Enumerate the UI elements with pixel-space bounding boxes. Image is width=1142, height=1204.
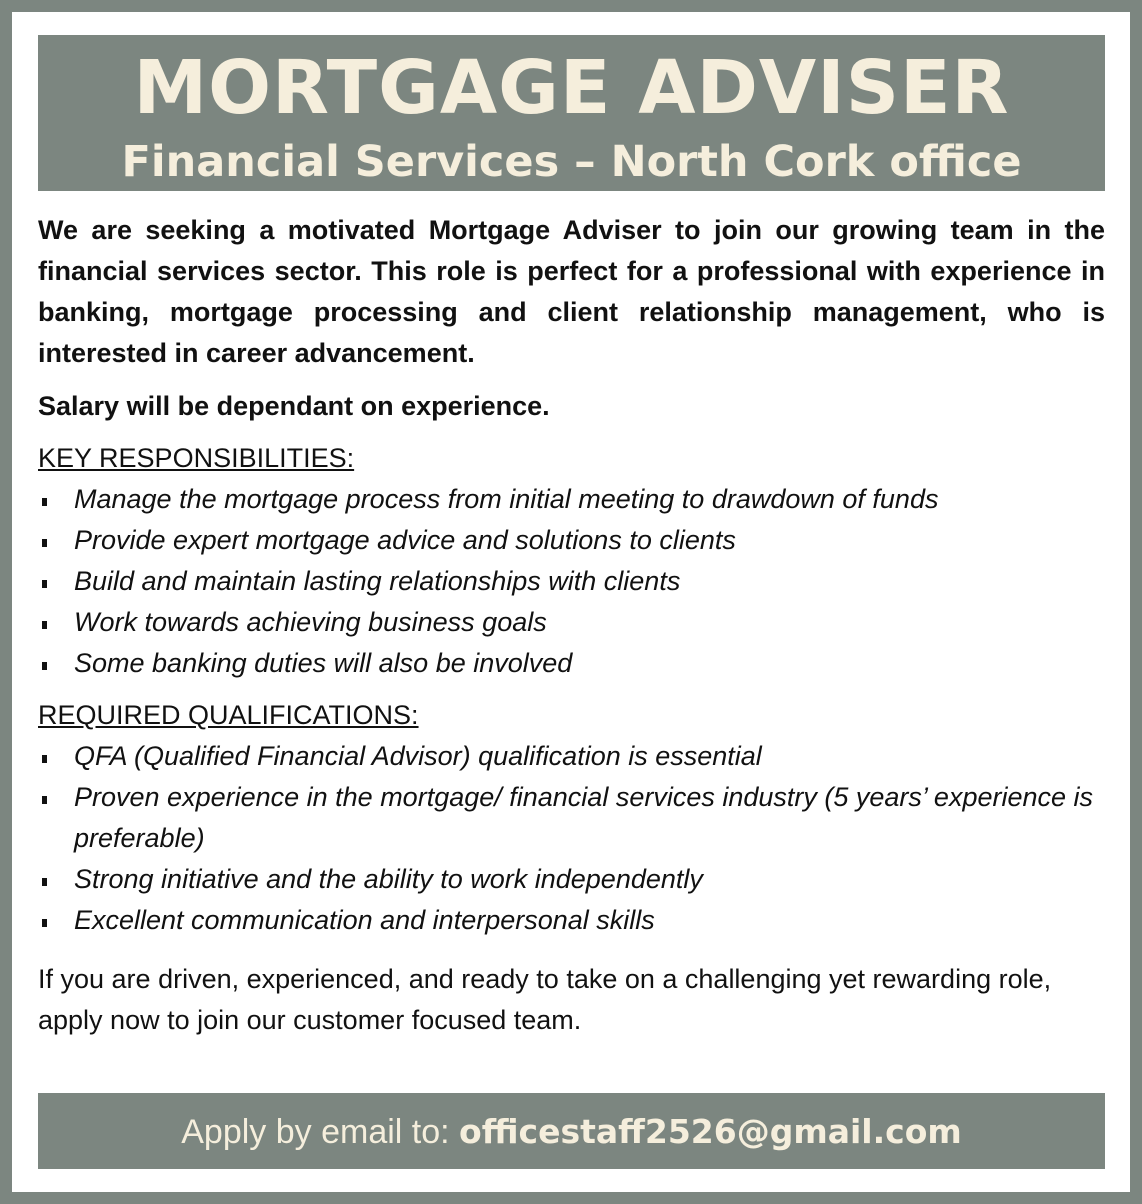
responsibilities-heading: KEY RESPONSIBILITIES: [38,443,355,473]
bullet-icon [42,919,47,927]
bullet-icon [42,755,47,763]
job-subtitle: Financial Services – North Cork office [121,137,1022,187]
list-item-text: QFA (Qualified Financial Advisor) qualification is essential [74,741,762,771]
list-item-text: Manage the mortgage process from initial meeting to drawdown of funds [74,484,939,514]
list-item [38,561,1105,602]
bullet-icon [42,580,47,588]
apply-label: Apply by email to: [181,1113,460,1151]
list-item-text: Some banking duties will also be involved [74,648,573,678]
closing-paragraph: If you are driven, experienced, and ready to take on a challenging yet rewarding role, apply now to join our customer focused team. [38,964,1052,1035]
bullet-icon [42,796,47,804]
responsibilities-list [38,479,1105,684]
job-title: MORTGAGE ADVISER [133,45,1010,131]
apply-footer [38,1093,1105,1169]
list-item-text: Proven experience in the mortgage/ financial services industry (5 years’ experience is preferable) [74,782,1094,853]
intro-paragraph: We are seeking a motivated Mortgage Adviser to join our growing team in the financial services sector. This role is perfect for a professional with experience in banking, mortgage processing and client relationship management, who is interested in career advancement. [38,215,1105,368]
list-item-text: Excellent communication and interpersonal skills [74,905,655,935]
list-item [38,736,1105,777]
bullet-icon [42,539,47,547]
list-item-text: Build and maintain lasting relationships with clients [74,566,681,596]
list-item [38,643,1105,684]
qualifications-heading: REQUIRED QUALIFICATIONS: [38,700,419,730]
list-item-text: Provide expert mortgage advice and solutions to clients [74,525,736,555]
header-band [38,35,1105,191]
bullet-icon [42,662,47,670]
list-item-text: Work towards achieving business goals [74,607,547,637]
bullet-icon [42,498,47,506]
list-item [38,859,1105,900]
list-item [38,602,1105,643]
list-item [38,479,1105,520]
bullet-icon [42,621,47,629]
salary-note: Salary will be dependant on experience. [38,391,550,421]
list-item-text: Strong initiative and the ability to work independently [74,864,703,894]
list-item [38,520,1105,561]
bullet-icon [42,878,47,886]
qualifications-list [38,736,1105,941]
list-item [38,900,1105,941]
list-item [38,777,1105,859]
advert-body [38,210,1105,1041]
apply-email-link[interactable]: officestaff2526@gmail.com [459,1112,962,1151]
